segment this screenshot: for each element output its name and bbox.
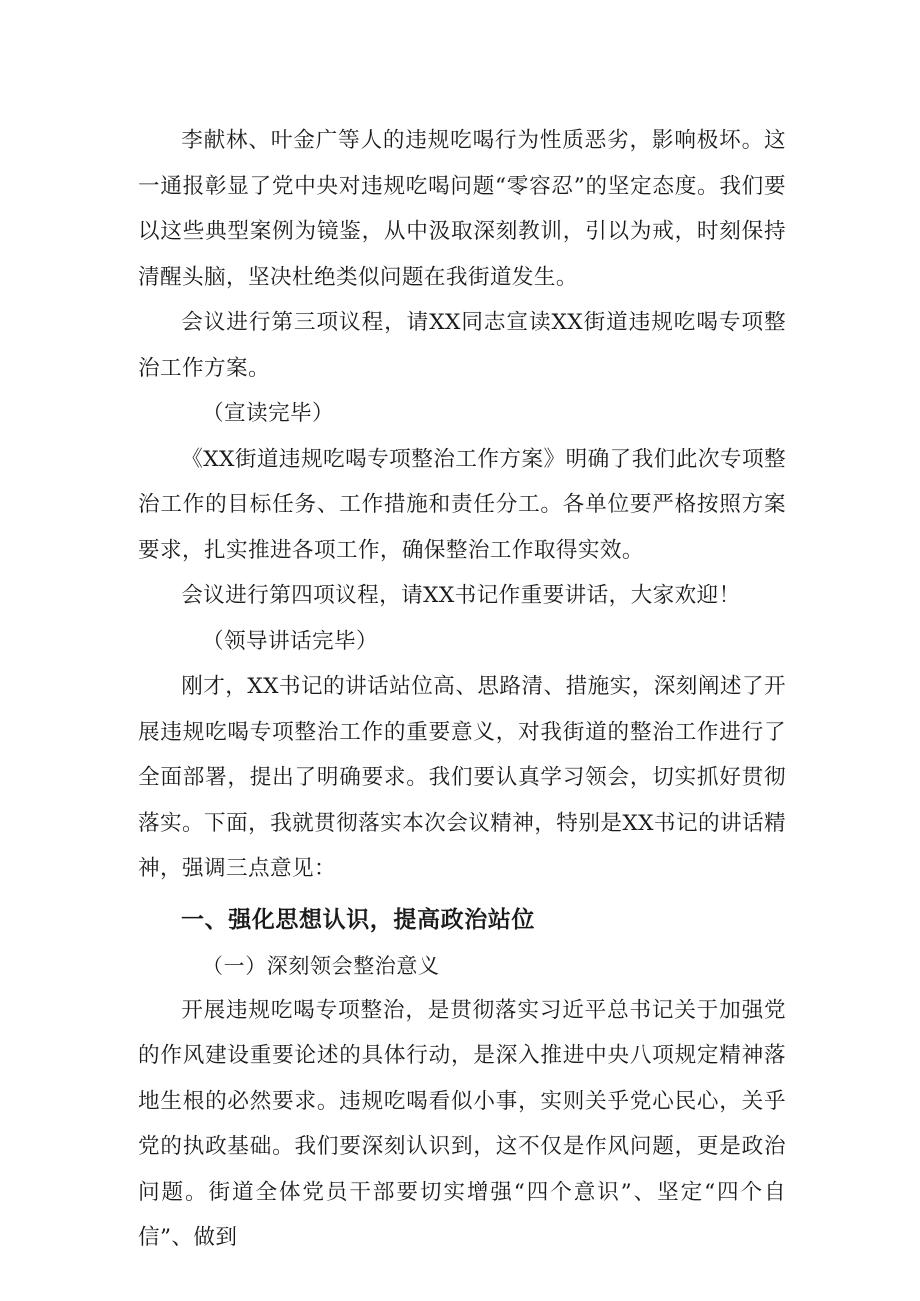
paragraph-agenda-item-four: 会议进行第四项议程，请XX书记作重要讲话，大家欢迎！ [181,583,741,608]
paragraph-work-plan: 《XX街道违规吃喝专项整治工作方案》明确了我们此次专项整治工作的目标任务、工作措施和责任分工。各单位要严格按照方案要求，扎实推进各项工作，确保整治工作取得实效。 [138,446,786,563]
paragraph-speech-summary: 刚才，XX书记的讲话站位高、思路清、措施实，深刻阐述了开展违规吃喝专项整治工作的重要意义，对我街道的整治工作进行了全面部署，提出了明确要求。我们要认真学习领会，切实抓好贯彻落实。下面，我就贯彻落实本次会议精神，特别是XX书记的讲话精神，强调三点意见： [138,674,786,881]
note-speech-finished: （领导讲话完毕） [202,628,378,654]
note-reading-finished: （宣读完毕） [202,401,334,426]
paragraph-agenda-item-three: 会议进行第三项议程，请XX同志宣读XX街道违规吃喝专项整治工作方案。 [138,310,786,381]
paragraph-rectification-significance: 开展违规吃喝专项整治，是贯彻落实习近平总书记关于加强党的作风建设重要论述的具体行动，是深入推进中央八项规定精神落地生根的必然要求。违规吃喝看似小事，实则关乎党心民心，关乎党的执政基础。我们要深刻认识到，这不仅是作风问题，更是政治问题。街道全体党员干部要切实增强“四个意识”、坚定“四个自信”、做到 [138,997,786,1250]
document-body [138,118,786,1261]
section-heading-one: 一、强化思想认识，提高政治站位 [181,906,535,933]
subsection-heading-one: （一）深刻领会整治意义 [202,953,440,978]
paragraph-case-warning: 李献林、叶金广等人的违规吃喝行为性质恶劣，影响极坏。这一通报彰显了党中央对违规吃喝问题“零容忍”的坚定态度。我们要以这些典型案例为镜鉴，从中汲取深刻教训，引以为戒，时刻保持清醒头脑，坚决杜绝类似问题在我街道发生。 [138,128,786,290]
